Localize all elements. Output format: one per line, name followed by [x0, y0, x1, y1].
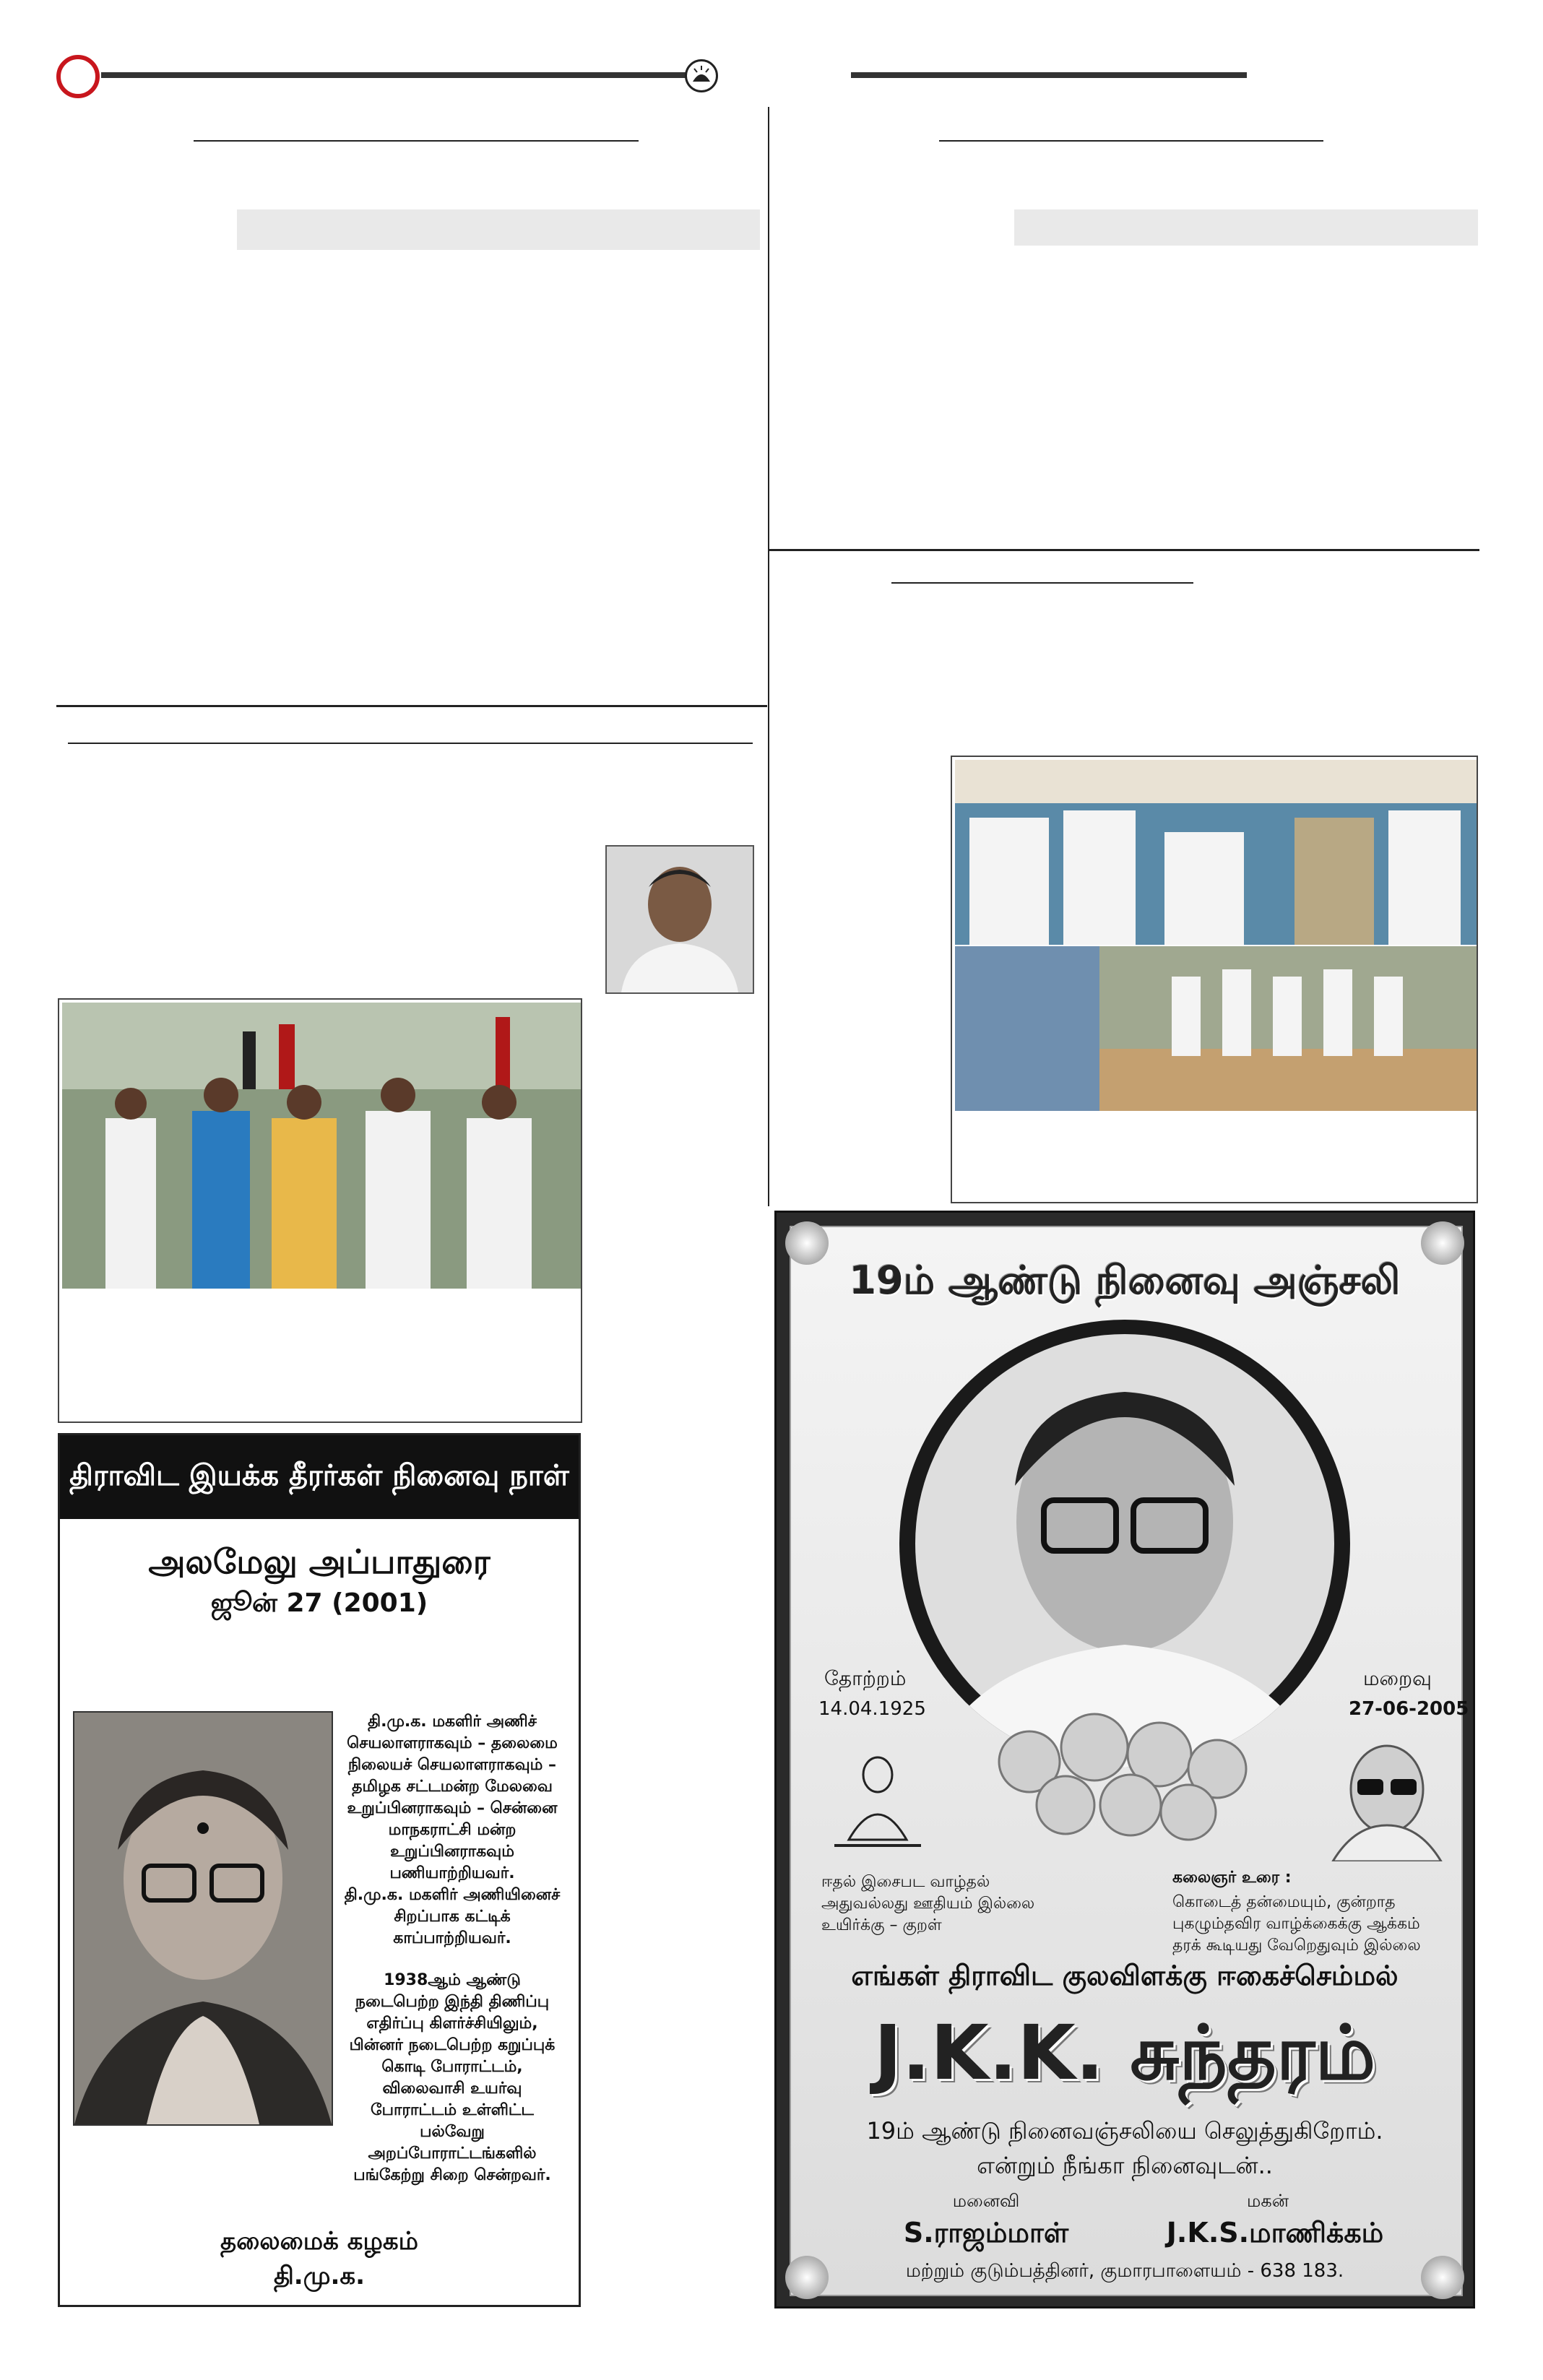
tribute-line-2: என்றும் நீங்கா நினைவுடன்.. — [977, 2152, 1273, 2179]
kural-text: ஈதல் இசைபட வாழ்தல் அதுவல்லது ஊதியம் இல்லை உயிர்க்கு – குறள் — [821, 1873, 1035, 1934]
memorial-bio-1: தி.மு.க. மகளிர் அணிச் செயலாளராகவும் – தலைமை நிலையச் செயலாளராகவும் – தமிழக சட்டமன்ற மேலவை உறுப்பினராகவும் – சென்னை மாநகராட்சி மன்ற உறுப்பினராகவும் பணியாற்றியவர். — [347, 1713, 558, 1882]
memorial-footer-2: தி.மு.க. — [273, 2262, 366, 2290]
masthead-rule-right — [851, 72, 1247, 78]
memorial-bio-3: 1938ஆம் ஆண்டு நடைபெற்ற இந்தி திணிப்பு எதிர்ப்பு கிளர்ச்சியிலும், பின்னர் நடைபெற்ற கறுப்புக் கொடி போராட்டம், விலைவாசி உயர்வு போராட்டம் உள்ளிட்ட பல்வேறு அறப்போராட்டங்களில் பங்கேற்று சிறை சென்றவர். — [349, 1971, 556, 2184]
memorial-name: அலமேலு அப்பாதுரை — [148, 1542, 490, 1581]
son-label: மகன் — [1247, 2191, 1289, 2211]
portrait-photo — [605, 845, 754, 994]
memorial-portrait — [73, 1711, 333, 2126]
died-date: 27-06-2005 — [1349, 1698, 1469, 1720]
memorial-ad-left — [58, 1433, 581, 2307]
rising-sun-icon — [685, 59, 718, 92]
tagline: எங்கள் திராவிட குலவிளக்கு ஈகைச்செம்மல் — [851, 1960, 1399, 1991]
memorial-header: திராவிட இயக்க தீரர்கள் நினைவு நாள் — [60, 1435, 579, 1519]
section-divider — [56, 705, 767, 707]
field-visit-photo — [951, 756, 1478, 1203]
wife-label: மனைவி — [952, 2191, 1020, 2211]
rose-bouquet-icon — [986, 1704, 1261, 1848]
article-subhead-bar — [237, 209, 760, 250]
masthead-logo-circle — [56, 55, 100, 98]
born-date: 14.04.1925 — [818, 1698, 926, 1720]
memorial-date: ஜூன் 27 (2001) — [210, 1588, 428, 1618]
rally-photo — [58, 998, 582, 1423]
memorial-header: 19ம் ஆண்டு நினைவு அஞ்சலி — [849, 1258, 1401, 1303]
son-name: J.K.S.மாணிக்கம் — [1166, 2217, 1384, 2249]
wife-name: S.ராஜம்மாள் — [903, 2217, 1069, 2249]
article-subhead-bar — [1014, 209, 1478, 246]
article-headline-rule — [194, 140, 639, 142]
tribute-line-1: 19ம் ஆண்டு நினைவஞ்சலியை செலுத்துகிறோம். — [866, 2117, 1383, 2145]
column-divider — [768, 107, 769, 1206]
memorial-name: J.K.K. சுந்தரம் — [873, 2009, 1376, 2097]
article-headline-rule — [891, 582, 1193, 584]
kalaignar-text: கொடைத் தன்மையும், குன்றாத புகழும்தவிர வாழ்க்கைக்கு ஆக்கம் தரக் கூடியது வேறெதுவும் இல்லை — [1172, 1893, 1421, 1955]
section-divider — [769, 549, 1479, 551]
article-headline-rule — [68, 743, 753, 744]
article-headline-rule — [939, 140, 1323, 142]
kalaignar-label: கலைஞர் உரை : — [1172, 1869, 1292, 1887]
memorial-bio-2: தி.மு.க. மகளிர் அணியினைச் சிறப்பாக கட்டிக் காப்பாற்றியவர். — [344, 1886, 561, 1947]
born-label: தோற்றம் — [824, 1666, 907, 1690]
memorial-footer-1: தலைமைக் கழகம் — [220, 2227, 418, 2256]
family-line: மற்றும் குடும்பத்தினர், குமாரபாளையம் - 638 183. — [905, 2260, 1344, 2282]
kalaignar-icon — [1326, 1739, 1448, 1861]
masthead-rule-left — [101, 72, 686, 78]
memorial-portrait — [899, 1320, 1350, 1767]
died-label: மறைவு — [1363, 1666, 1432, 1690]
memorial-ad-right — [774, 1211, 1475, 2308]
thiruvalluvar-icon — [820, 1753, 935, 1854]
